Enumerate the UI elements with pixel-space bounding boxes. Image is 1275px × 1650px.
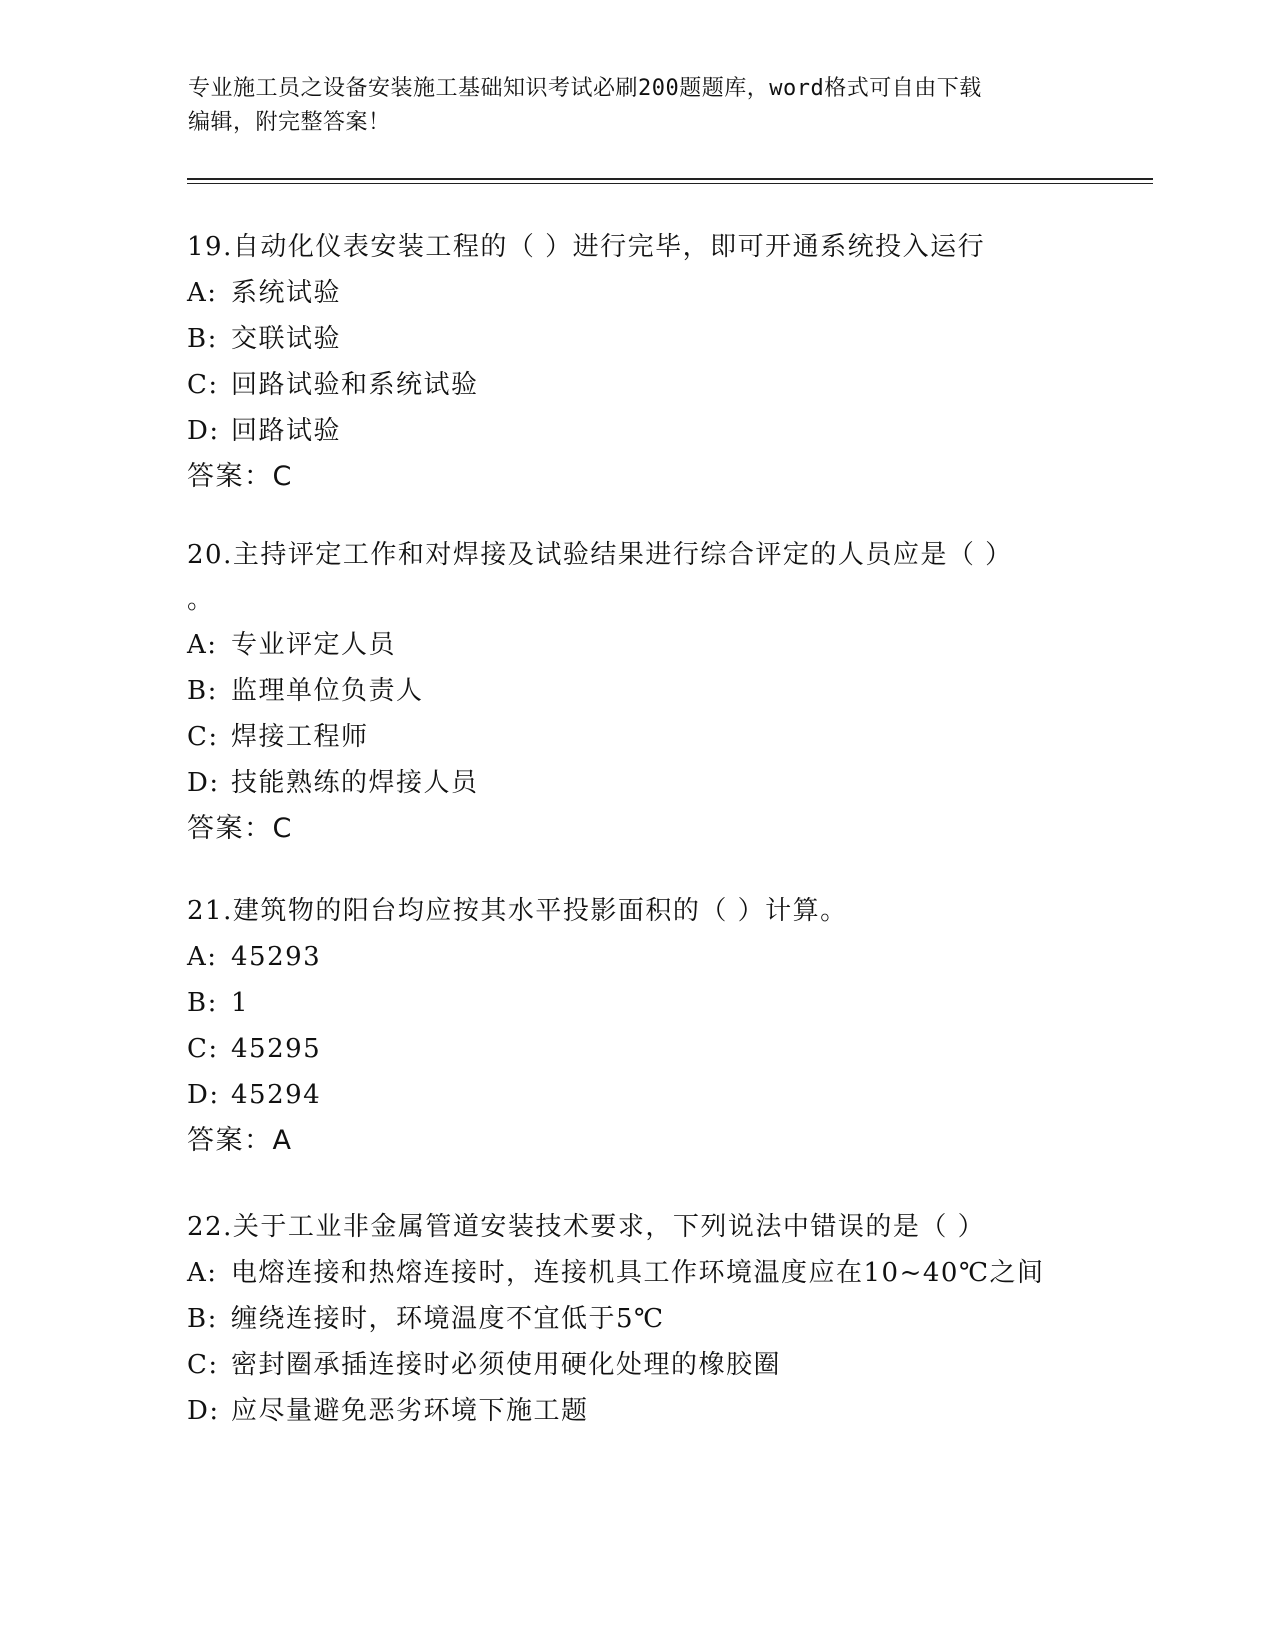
option-text: 电熔连接和热熔连接时，连接机具工作环境温度应在10~40℃之间 — [231, 1258, 1045, 1288]
option-d — [187, 1388, 1045, 1434]
option-b — [187, 668, 1013, 714]
option-key: C: — [187, 722, 219, 752]
option-text: 密封圈承插连接时必须使用硬化处理的橡胶圈 — [231, 1350, 782, 1380]
option-key: C: — [187, 1350, 219, 1380]
option-b — [187, 1296, 1045, 1342]
option-text: 45293 — [231, 942, 322, 972]
option-key: C: — [187, 370, 219, 400]
question-21 — [187, 888, 848, 1164]
option-text: 专业评定人员 — [231, 630, 397, 660]
option-text: 系统试验 — [231, 278, 342, 308]
option-key: D: — [187, 1396, 220, 1426]
answer: 答案：C — [187, 813, 293, 844]
option-key: B: — [187, 988, 218, 1018]
option-b — [187, 316, 985, 362]
answer: 答案：A — [187, 1125, 293, 1156]
option-key: D: — [187, 416, 220, 446]
option-c — [187, 1026, 848, 1072]
option-key: A: — [187, 1258, 218, 1288]
option-d — [187, 760, 1013, 806]
question-stem: 19.自动化仪表安装工程的（ ）进行完毕，即可开通系统投入运行 — [187, 232, 986, 262]
option-text: 45294 — [231, 1080, 322, 1110]
option-c — [187, 362, 985, 408]
option-text: 交联试验 — [231, 324, 342, 354]
option-a — [187, 622, 1013, 668]
header-line-1: 专业施工员之设备安装施工基础知识考试必刷200题题库，word格式可自由下载 — [188, 76, 982, 101]
option-text: 回路试验和系统试验 — [231, 370, 479, 400]
option-text: 1 — [231, 988, 250, 1018]
option-a — [187, 270, 985, 316]
option-key: C: — [187, 1034, 219, 1064]
option-key: B: — [187, 324, 218, 354]
question-22 — [187, 1204, 1045, 1434]
option-key: B: — [187, 1304, 218, 1334]
option-key: B: — [187, 676, 218, 706]
option-c — [187, 714, 1013, 760]
option-a — [187, 934, 848, 980]
option-key: A: — [187, 278, 218, 308]
question-stem: 20.主持评定工作和对焊接及试验结果进行综合评定的人员应是（ ） — [187, 540, 1013, 570]
question-stem: 21.建筑物的阳台均应按其水平投影面积的（ ）计算。 — [187, 896, 848, 926]
option-a — [187, 1250, 1045, 1296]
option-key: A: — [187, 630, 218, 660]
question-20 — [187, 532, 1013, 852]
option-b — [187, 980, 848, 1026]
option-key: D: — [187, 1080, 220, 1110]
option-c — [187, 1342, 1045, 1388]
option-d — [187, 1072, 848, 1118]
option-key: D: — [187, 768, 220, 798]
answer: 答案：C — [187, 461, 293, 492]
question-19 — [187, 224, 985, 500]
option-d — [187, 408, 985, 454]
header-divider-top — [187, 178, 1153, 180]
option-key: A: — [187, 942, 218, 972]
question-stem: 22.关于工业非金属管道安装技术要求，下列说法中错误的是（ ） — [187, 1212, 986, 1242]
option-text: 监理单位负责人 — [231, 676, 424, 706]
option-text: 回路试验 — [231, 416, 342, 446]
option-text: 焊接工程师 — [231, 722, 369, 752]
question-stem-continuation: 。 — [187, 585, 215, 615]
header-line-2: 编辑，附完整答案！ — [188, 110, 391, 135]
header-divider-bottom — [187, 183, 1153, 184]
option-text: 技能熟练的焊接人员 — [231, 768, 479, 798]
option-text: 应尽量避免恶劣环境下施工题 — [231, 1396, 589, 1426]
option-text: 缠绕连接时，环境温度不宜低于5℃ — [231, 1304, 665, 1334]
option-text: 45295 — [231, 1034, 322, 1064]
document-header — [188, 72, 1088, 140]
